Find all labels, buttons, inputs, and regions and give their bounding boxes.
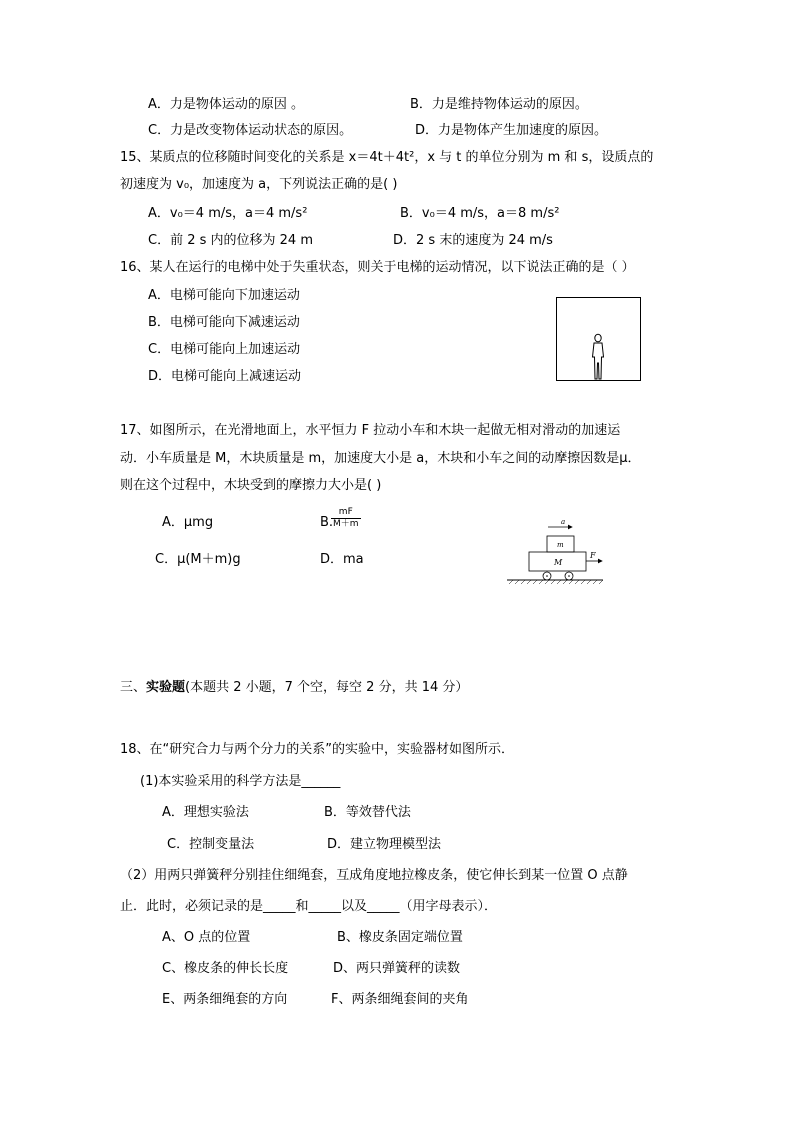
- q18-part2-option-b: B、橡皮条固定端位置: [337, 930, 463, 945]
- acceleration-label: a: [561, 518, 566, 526]
- q18-part1-stem: (1)本实验采用的科学方法是______: [140, 774, 341, 789]
- elevator-figure: [556, 297, 642, 383]
- q18-stem: 18、在“研究合力与两个分力的关系”的实验中，实验器材如图所示．: [120, 742, 515, 757]
- q18-part2-option-f: F、两条细绳套间的夹角: [331, 992, 469, 1007]
- q15-stem-line2: 初速度为 v₀，加速度为 a，下列说法正确的是( ): [120, 177, 398, 192]
- q15-option-b: B．v₀＝4 m/s，a＝8 m/s²: [400, 206, 560, 221]
- q18-part1-option-d: D．建立物理模型法: [327, 837, 442, 852]
- q16-option-c: C．电梯可能向上加速运动: [148, 342, 301, 357]
- q18-part1-option-b: B．等效替代法: [324, 805, 411, 820]
- block-mass-label: m: [557, 541, 564, 549]
- q18-part1-option-c: C．控制变量法: [167, 837, 255, 852]
- q18-part2-line1: （2）用两只弹簧秤分别挂住细绳套，互成角度地拉橡皮条，使它伸长到某一位置 O 点静: [120, 868, 628, 883]
- q18-part2-line2: 止．此时，必须记录的是_____和_____以及_____（用字母表示）．: [120, 899, 498, 914]
- q16-option-a: A．电梯可能向下加速运动: [148, 288, 300, 303]
- person-icon: [593, 334, 604, 379]
- section-3-heading: [120, 679, 468, 697]
- ground-hatching: [509, 580, 603, 584]
- q18-part2-option-e: E、两条细绳套的方向: [162, 992, 288, 1007]
- cart-block-figure: [505, 514, 605, 588]
- cart-mass-label: M: [554, 558, 563, 567]
- section-3-title: 实验题: [146, 680, 186, 695]
- q14-option-d: D．力是物体产生加速度的原因。: [415, 123, 608, 138]
- q17-stem-line3: 则在这个过程中，木块受到的摩擦力大小是( ): [120, 478, 382, 493]
- q17-option-b-prefix: B.: [320, 515, 334, 530]
- q17-option-a: A．μmg: [162, 515, 214, 530]
- q14-option-c: C．力是改变物体运动状态的原因。: [148, 123, 353, 138]
- q18-part2-option-a: A、O 点的位置: [162, 930, 251, 945]
- q17-stem-line1: 17、如图所示，在光滑地面上，水平恒力 F 拉动小车和木块一起做无相对滑动的加速运: [120, 423, 621, 438]
- q17-option-c: C．μ(M＋m)g: [155, 552, 241, 567]
- q17-option-d: D．ma: [320, 552, 364, 567]
- q15-option-d: D．2 s 末的速度为 24 m/s: [393, 233, 553, 248]
- q16-option-b: B．电梯可能向下减速运动: [148, 315, 300, 330]
- q14-option-b: B．力是维持物体运动的原因。: [410, 97, 588, 112]
- section-3-details: (本题共 2 小题，7 个空，每空 2 分，共 14 分）: [185, 680, 469, 695]
- fraction-numerator: mF: [331, 507, 361, 519]
- q16-stem: 16、某人在运行的电梯中处于失重状态，则关于电梯的运动情况，以下说法正确的是（ ）: [120, 260, 635, 275]
- q15-option-c: C．前 2 s 内的位移为 24 m: [148, 233, 313, 248]
- fraction-denominator: M＋m: [333, 519, 359, 529]
- q14-option-a: A．力是物体运动的原因 。: [148, 97, 305, 112]
- q18-part2-option-d: D、两只弹簧秤的读数: [333, 961, 461, 976]
- q18-part1-option-a: A．理想实验法: [162, 805, 249, 820]
- q17-option-b-fraction: [331, 507, 361, 530]
- section-3-prefix: 三、: [120, 680, 147, 695]
- q16-option-d: D．电梯可能向上减速运动: [148, 369, 302, 384]
- q15-option-a: A．v₀＝4 m/s，a＝4 m/s²: [148, 206, 308, 221]
- q17-stem-line2: 动．小车质量是 M，木块质量是 m，加速度大小是 a，木块和小车之间的动摩擦因数是μ．: [120, 451, 641, 466]
- q15-stem-line1: 15、某质点的位移随时间变化的关系是 x＝4t＋4t²，x 与 t 的单位分别为 m 和 s，设质点的: [120, 150, 654, 165]
- q18-part2-option-c: C、橡皮条的伸长长度: [162, 961, 289, 976]
- force-label: F: [590, 551, 596, 560]
